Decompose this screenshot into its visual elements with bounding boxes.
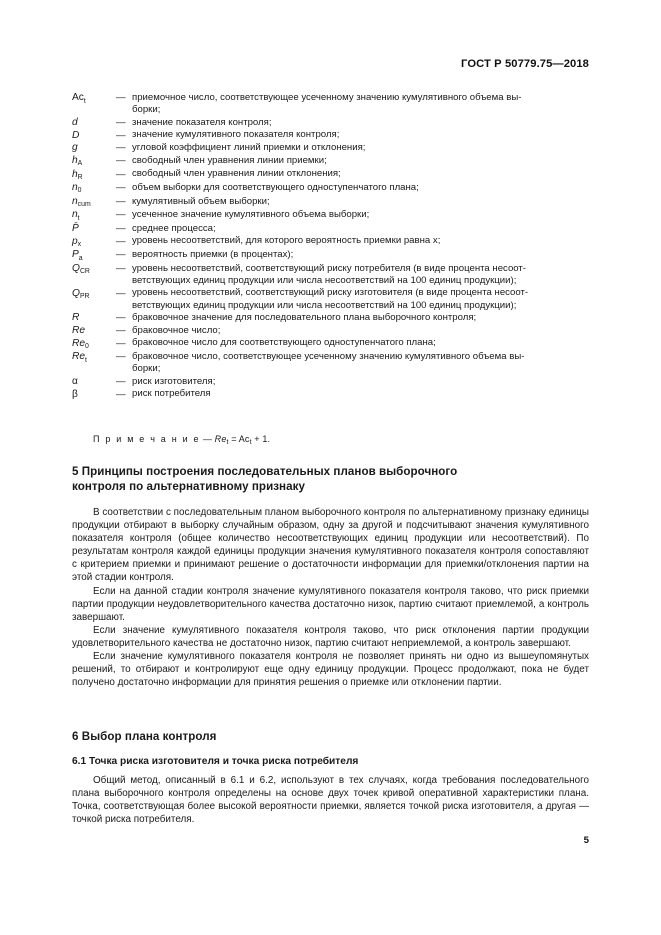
symbol-definition-text <box>132 249 589 261</box>
symbol-definition-list <box>72 92 589 401</box>
note-label: П р и м е ч а н и е <box>93 434 201 444</box>
section-6-heading: 6 Выбор плана контроля <box>72 730 217 743</box>
symbol-definition-text <box>132 117 589 129</box>
symbol-definition-text <box>132 182 589 194</box>
symbol-definition-text <box>132 287 589 312</box>
symbol-definition-line: свободный член уравнения линии приемки; <box>132 154 327 166</box>
note-formula-ac-sub: t <box>249 439 252 447</box>
symbol-dash: — <box>116 142 126 154</box>
symbol-definition-line: среднее процесса; <box>132 222 216 234</box>
symbol-glyph: R <box>72 312 80 324</box>
symbol-definition-line: борки; <box>132 104 161 116</box>
symbol-glyph: $h_R$ <box>72 168 83 181</box>
symbol-definition-text <box>132 337 589 349</box>
symbol-definition-text <box>132 223 589 235</box>
symbol-definition-row <box>72 142 589 155</box>
symbol-dash: — <box>116 182 126 194</box>
symbol-definition-line: уровень несоответствий, для которого вероятность приемки равна x; <box>132 235 441 247</box>
symbol-definition-row <box>72 263 589 288</box>
symbol-subscript: R <box>77 173 83 181</box>
symbol-definition-row <box>72 235 589 249</box>
symbol-subscript: 0 <box>77 187 82 195</box>
symbol-definition-text <box>132 155 589 167</box>
symbol-glyph: α <box>72 376 78 388</box>
symbol-glyph: $p_x$ <box>72 235 82 249</box>
section-5-body <box>72 506 589 689</box>
symbol-definition-line: угловой коэффициент линий приемки и отклонения; <box>132 141 366 153</box>
symbol-definition-row <box>72 388 589 401</box>
symbol-definition-text <box>132 168 589 180</box>
symbol-subscript: CR <box>79 268 90 276</box>
symbol-subscript: t <box>77 214 80 222</box>
symbol-definition-text <box>132 325 589 337</box>
symbol-definition-text <box>132 376 589 388</box>
symbol-dash: — <box>116 168 126 180</box>
symbol-definition-line: объем выборки для соответствующего одноступенчатого плана; <box>132 181 419 193</box>
symbol-definition-text <box>132 92 589 117</box>
symbol-dash: — <box>116 388 126 400</box>
symbol-dash: — <box>116 195 126 207</box>
symbol-definition-line: борки; <box>132 363 161 375</box>
symbol-dash: — <box>116 116 126 128</box>
symbol-definition-row <box>72 351 589 376</box>
body-paragraph: Если значение кумулятивного показателя контроля не позволяет принять ни одно из вышеупомянутых решений, то отбирают и контролируют еще одну единицу продукции. Процесс продолжают, пока не будет получено достаточно информации для принятия решения о приемке или отклонении партии. <box>72 651 589 689</box>
page-number: 5 <box>583 835 589 846</box>
note-formula-tail: + 1. <box>251 434 271 444</box>
body-paragraph: Если значение кумулятивного показателя контроля таково, что риск отклонения партии продукции удовлетворительного качества не достаточно низок, партию считают неприемлемой, а контроль завершают. <box>72 624 589 649</box>
symbol-definition-row <box>72 312 589 325</box>
symbol-definition-line: свободный член уравнения линии отклонения; <box>132 168 341 180</box>
note-formula-re-sub: t <box>226 439 229 447</box>
symbol-glyph: $Ac_t$ <box>72 92 86 105</box>
symbol-subscript: 0 <box>85 342 89 350</box>
symbol-definition-line: вероятность приемки (в процентах); <box>132 249 294 261</box>
symbol-definition-row <box>72 325 589 338</box>
symbol-definition-text <box>132 263 589 288</box>
symbol-glyph: $n_t$ <box>72 209 80 222</box>
symbol-dash: — <box>116 129 126 141</box>
symbol-glyph: g <box>72 142 78 154</box>
symbol-dash: — <box>116 92 126 104</box>
symbol-definition-row <box>72 182 589 196</box>
symbol-dash: — <box>116 263 126 275</box>
symbol-definition-row <box>72 209 589 223</box>
symbol-definition-row <box>72 337 589 351</box>
symbol-definition-row <box>72 376 589 389</box>
symbol-definition-line: уровень несоответствий, соответствующий риску потребителя (в виде процента несоот- <box>132 262 526 274</box>
symbol-definition-row <box>72 196 589 210</box>
symbol-glyph: $n_0$ <box>72 182 82 195</box>
symbol-definition-text <box>132 209 589 221</box>
symbol-definition-line: кумулятивный объем выборки; <box>132 195 270 207</box>
symbol-definition-text <box>132 129 589 141</box>
note-dash-glyph: — <box>202 434 213 444</box>
symbol-subscript: a <box>78 254 83 262</box>
symbol-glyph: $h_A$ <box>72 154 83 168</box>
symbol-dash: — <box>116 249 126 261</box>
symbol-definition-text <box>132 196 589 208</box>
symbol-dash: — <box>116 337 126 349</box>
section-5-heading-line1: 5 Принципы построения последовательных планов выборочного <box>72 465 458 478</box>
symbol-glyph: $Re_t$ <box>72 351 87 364</box>
symbol-dash: — <box>116 376 126 388</box>
symbol-definition-line: браковочное число, соответствующее усеченному значению кумулятивного объема вы- <box>132 351 525 363</box>
symbol-dash: — <box>116 209 126 221</box>
section-5-heading-line2: контроля по альтернативному признаку <box>72 480 305 494</box>
symbol-glyph: $Re_0$ <box>72 337 89 350</box>
symbol-definition-line: значение кумулятивного показателя контроля; <box>132 129 340 141</box>
symbol-definition-row <box>72 117 589 130</box>
symbol-subscript: A <box>77 160 83 168</box>
symbol-definition-line: значение показателя контроля; <box>132 116 272 128</box>
symbol-definition-line: риск потребителя <box>132 388 211 400</box>
symbol-definition-text <box>132 388 589 400</box>
symbol-definition-line: браковочное значение для последовательного плана выборочного контроля; <box>132 312 477 324</box>
symbol-definition-line: ветствующих единиц продукции или числа несоответствий на 100 единиц продукции); <box>132 275 517 287</box>
body-paragraph: Общий метод, описанный в 6.1 и 6.2, используют в тех случаях, когда требования последовательного плана выборочного контроля определены на основе двух точек кривой оперативной характеристики плана. Точка, соответствующая более высокой вероятности приемки, является точкой риска изготовителя, а другая — точкой риска потребителя. <box>72 775 589 826</box>
symbol-glyph: $Q_{PR}$ <box>72 287 90 301</box>
symbol-definition-line: уровень несоответствий, соответствующий риску изготовителя (в виде процента несоот- <box>132 287 529 299</box>
symbol-dash: — <box>116 154 126 166</box>
symbol-definition-row <box>72 287 589 312</box>
symbol-dash: — <box>116 223 126 235</box>
symbol-definition-text <box>132 351 589 376</box>
note-formula-eq: = Ac <box>228 434 250 444</box>
symbol-definition-line: браковочное число для соответствующего одноступенчатого плана; <box>132 337 436 349</box>
body-paragraph: В соответствии с последовательным планом выборочного контроля по альтернативному признаку единицы продукции отбирают в выборку случайным образом, одну за другой и подсчитывают значения кумулятивного показателя контроля (общее количество несоответствующих единиц продукции или несоответствий). По результатам контроля каждой единицы продукции значения кумулятивного показателя контроля сопоставляют с критерием приемки и принимают решение о достаточности информации для приемки/отклонения партии на этой стадии контроля. <box>72 507 589 584</box>
symbol-definition-row <box>72 249 589 263</box>
symbol-subscript: t <box>85 356 87 364</box>
symbol-glyph: Re <box>72 325 86 337</box>
note-formula-re: Re <box>214 434 227 444</box>
symbol-subscript: t <box>83 97 86 105</box>
subsection-6-1-body <box>72 774 589 826</box>
symbol-definition-row <box>72 129 589 142</box>
symbol-definition-line: браковочное число; <box>132 324 221 336</box>
symbol-subscript: x <box>77 241 82 249</box>
symbol-definition-row <box>72 155 589 169</box>
symbol-definition-row <box>72 223 589 236</box>
section-5-heading <box>72 464 572 495</box>
symbol-definition-row <box>72 92 589 117</box>
symbol-definition-line: приемочное число, соответствующее усеченному значению кумулятивного объема вы- <box>132 92 522 103</box>
symbol-glyph: $Q_{CR}$ <box>72 263 90 276</box>
symbol-dash: — <box>116 287 126 299</box>
symbol-glyph: β <box>72 388 78 400</box>
symbol-dash: — <box>116 351 126 363</box>
symbol-glyph: $n_{cum}$ <box>72 195 91 209</box>
symbol-glyph: d <box>72 116 78 128</box>
symbol-definition-line: усеченное значение кумулятивного объема выборки; <box>132 209 370 221</box>
symbol-definition-text <box>132 312 589 324</box>
note-line <box>93 433 270 447</box>
symbol-definition-text <box>132 235 589 247</box>
symbol-glyph: D <box>72 129 80 141</box>
subsection-6-1-heading: 6.1 Точка риска изготовителя и точка риска потребителя <box>72 756 359 767</box>
symbol-glyph: P̄ <box>72 223 79 235</box>
symbol-definition-text <box>132 142 589 154</box>
symbol-definition-row <box>72 168 589 182</box>
symbol-glyph: $P_a$ <box>72 249 83 262</box>
symbol-dash: — <box>116 312 126 324</box>
symbol-dash: — <box>116 235 126 247</box>
symbol-dash: — <box>116 325 126 337</box>
running-head-standard-number: ГОСТ Р 50779.75—2018 <box>461 58 589 70</box>
symbol-definition-line: риск изготовителя; <box>132 375 216 387</box>
symbol-subscript: cum <box>77 201 91 209</box>
symbol-subscript: PR <box>79 293 90 301</box>
body-paragraph: Если на данной стадии контроля значение кумулятивного показателя контроля таково, что риск приемки партии продукции неудовлетворительного качества достаточно низок, партию считают приемлемой, а контроль завершают. <box>72 585 589 623</box>
symbol-definition-line: ветствующих единиц продукции или числа несоответствий на 100 единиц продукции); <box>132 299 517 311</box>
